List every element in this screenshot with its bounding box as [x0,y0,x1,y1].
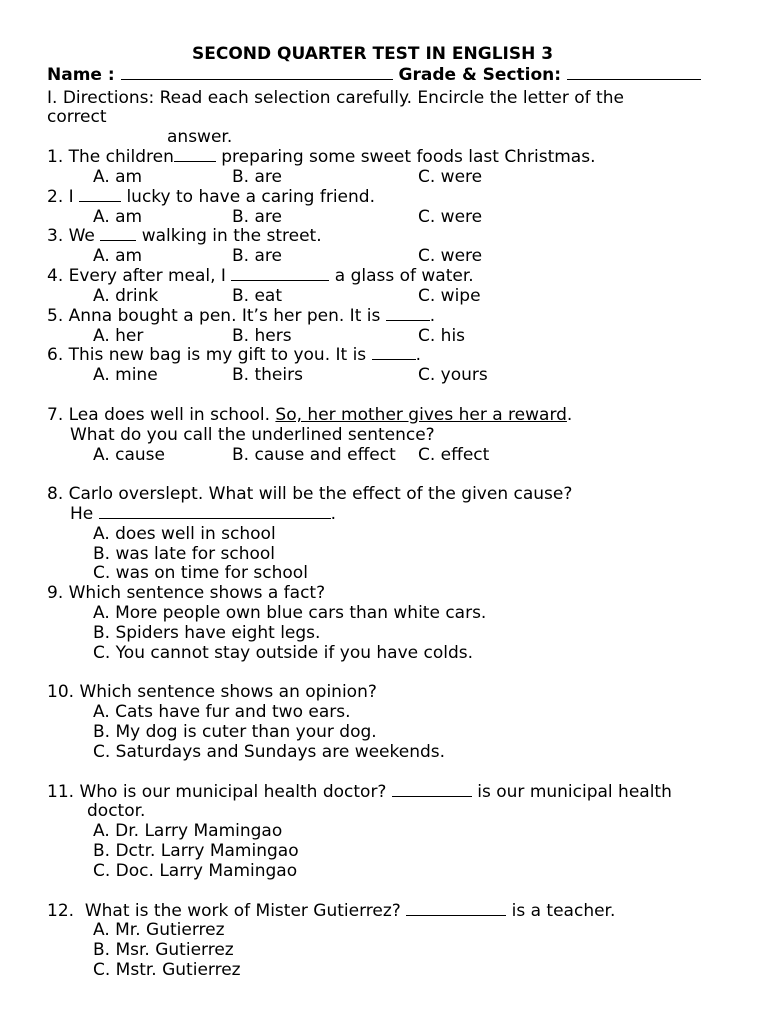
question-12 [47,901,615,921]
grade-section-label: Grade & Section: [398,65,562,85]
question-2-text: 2. I [47,187,80,207]
answer-blank [174,147,216,162]
choice-9c[interactable]: C. You cannot stay outside if you have colds. [93,643,474,663]
question-11-text: 11. Who is our municipal health doctor? [47,782,392,802]
choice-12c[interactable]: C. Mstr. Gutierrez [93,960,241,980]
choice-4a[interactable]: A. drink [93,286,159,306]
name-blank [121,65,393,80]
name-field-row [47,65,701,85]
question-7 [47,405,572,425]
choice-1b[interactable]: B. are [232,167,282,187]
choice-3c[interactable]: C. were [418,246,483,266]
question-7-text-end: . [566,405,573,425]
answer-blank [79,187,121,202]
choice-6b[interactable]: B. theirs [232,365,303,385]
choice-10a[interactable]: A. Cats have fur and two ears. [93,702,351,722]
answer-blank [386,306,430,321]
question-6-text: 6. This new bag is my gift to you. It is [47,345,372,365]
question-4-text-end: a glass of water. [329,266,474,286]
question-1-text: 1. The children [47,147,174,167]
directions-line-2: correct [47,107,107,127]
choice-1c[interactable]: C. were [418,167,483,187]
question-12-text: 12. What is the work of Mister Gutierrez? [47,901,407,921]
choice-6c[interactable]: C. yours [418,365,488,385]
choice-7b[interactable]: B. cause and effect [232,445,396,465]
answer-blank [392,782,472,797]
question-4 [47,266,474,286]
choice-8c[interactable]: C. was on time for school [93,563,308,583]
answer-blank [231,266,329,281]
question-5-text-end: . [429,306,436,326]
question-3-text: 3. We [47,226,101,246]
choice-10b[interactable]: B. My dog is cuter than your dog. [93,722,377,742]
choice-7c[interactable]: C. effect [418,445,490,465]
choice-11c[interactable]: C. Doc. Larry Mamingao [93,861,298,881]
question-3 [47,226,322,246]
question-5-text: 5. Anna bought a pen. It’s her pen. It is [47,306,386,326]
choice-2b[interactable]: B. are [232,207,282,227]
choice-5b[interactable]: B. hers [232,326,292,346]
choice-1a[interactable]: A. am [93,167,143,187]
grade-section-blank [567,65,701,80]
question-8-lead [70,504,336,524]
question-11-cont: doctor. [87,801,146,821]
choice-8b[interactable]: B. was late for school [93,544,276,564]
question-6 [47,345,421,365]
choice-6a[interactable]: A. mine [93,365,158,385]
choice-4c[interactable]: C. wipe [418,286,481,306]
question-12-text-end: is a teacher. [506,901,616,921]
choice-12a[interactable]: A. Mr. Gutierrez [93,920,225,940]
name-label: Name : [47,65,115,85]
choice-9b[interactable]: B. Spiders have eight legs. [93,623,321,643]
directions-line-3: answer. [167,127,233,147]
choice-12b[interactable]: B. Msr. Gutierrez [93,940,234,960]
directions-line-1: I. Directions: Read each selection carefully. Encircle the letter of the [47,88,624,108]
question-11 [47,782,672,802]
question-4-text: 4. Every after meal, I [47,266,232,286]
question-2-text-end: lucky to have a caring friend. [121,187,375,207]
answer-blank [406,901,506,916]
page-title: SECOND QUARTER TEST IN ENGLISH 3 [192,44,554,64]
question-5 [47,306,435,326]
question-2 [47,187,375,207]
choice-4b[interactable]: B. eat [232,286,283,306]
question-9: 9. Which sentence shows a fact? [47,583,326,603]
underlined-sentence: So, her mother gives her a reward [275,405,567,425]
question-8-lead-end: . [330,504,337,524]
choice-11b[interactable]: B. Dctr. Larry Mamingao [93,841,299,861]
choice-2c[interactable]: C. were [418,207,483,227]
choice-10c[interactable]: C. Saturdays and Sundays are weekends. [93,742,446,762]
choice-9a[interactable]: A. More people own blue cars than white cars. [93,603,487,623]
question-7-text: 7. Lea does well in school. [47,405,276,425]
question-11-text-end: is our municipal health [471,782,672,802]
question-8-lead-text: He [70,504,99,524]
answer-blank [100,226,136,241]
question-6-text-end: . [415,345,421,365]
question-1 [47,147,595,167]
choice-3b[interactable]: B. are [232,246,282,266]
question-10: 10. Which sentence shows an opinion? [47,682,377,702]
question-1-text-end: preparing some sweet foods last Christmas. [215,147,596,167]
question-7-prompt: What do you call the underlined sentence? [70,425,435,445]
choice-8a[interactable]: A. does well in school [93,524,276,544]
answer-blank [99,504,331,519]
choice-2a[interactable]: A. am [93,207,143,227]
answer-blank [372,345,416,360]
choice-11a[interactable]: A. Dr. Larry Mamingao [93,821,283,841]
question-8: 8. Carlo overslept. What will be the effect of the given cause? [47,484,573,504]
choice-5c[interactable]: C. his [418,326,466,346]
choice-3a[interactable]: A. am [93,246,143,266]
choice-5a[interactable]: A. her [93,326,144,346]
question-3-text-end: walking in the street. [136,226,322,246]
choice-7a[interactable]: A. cause [93,445,165,465]
